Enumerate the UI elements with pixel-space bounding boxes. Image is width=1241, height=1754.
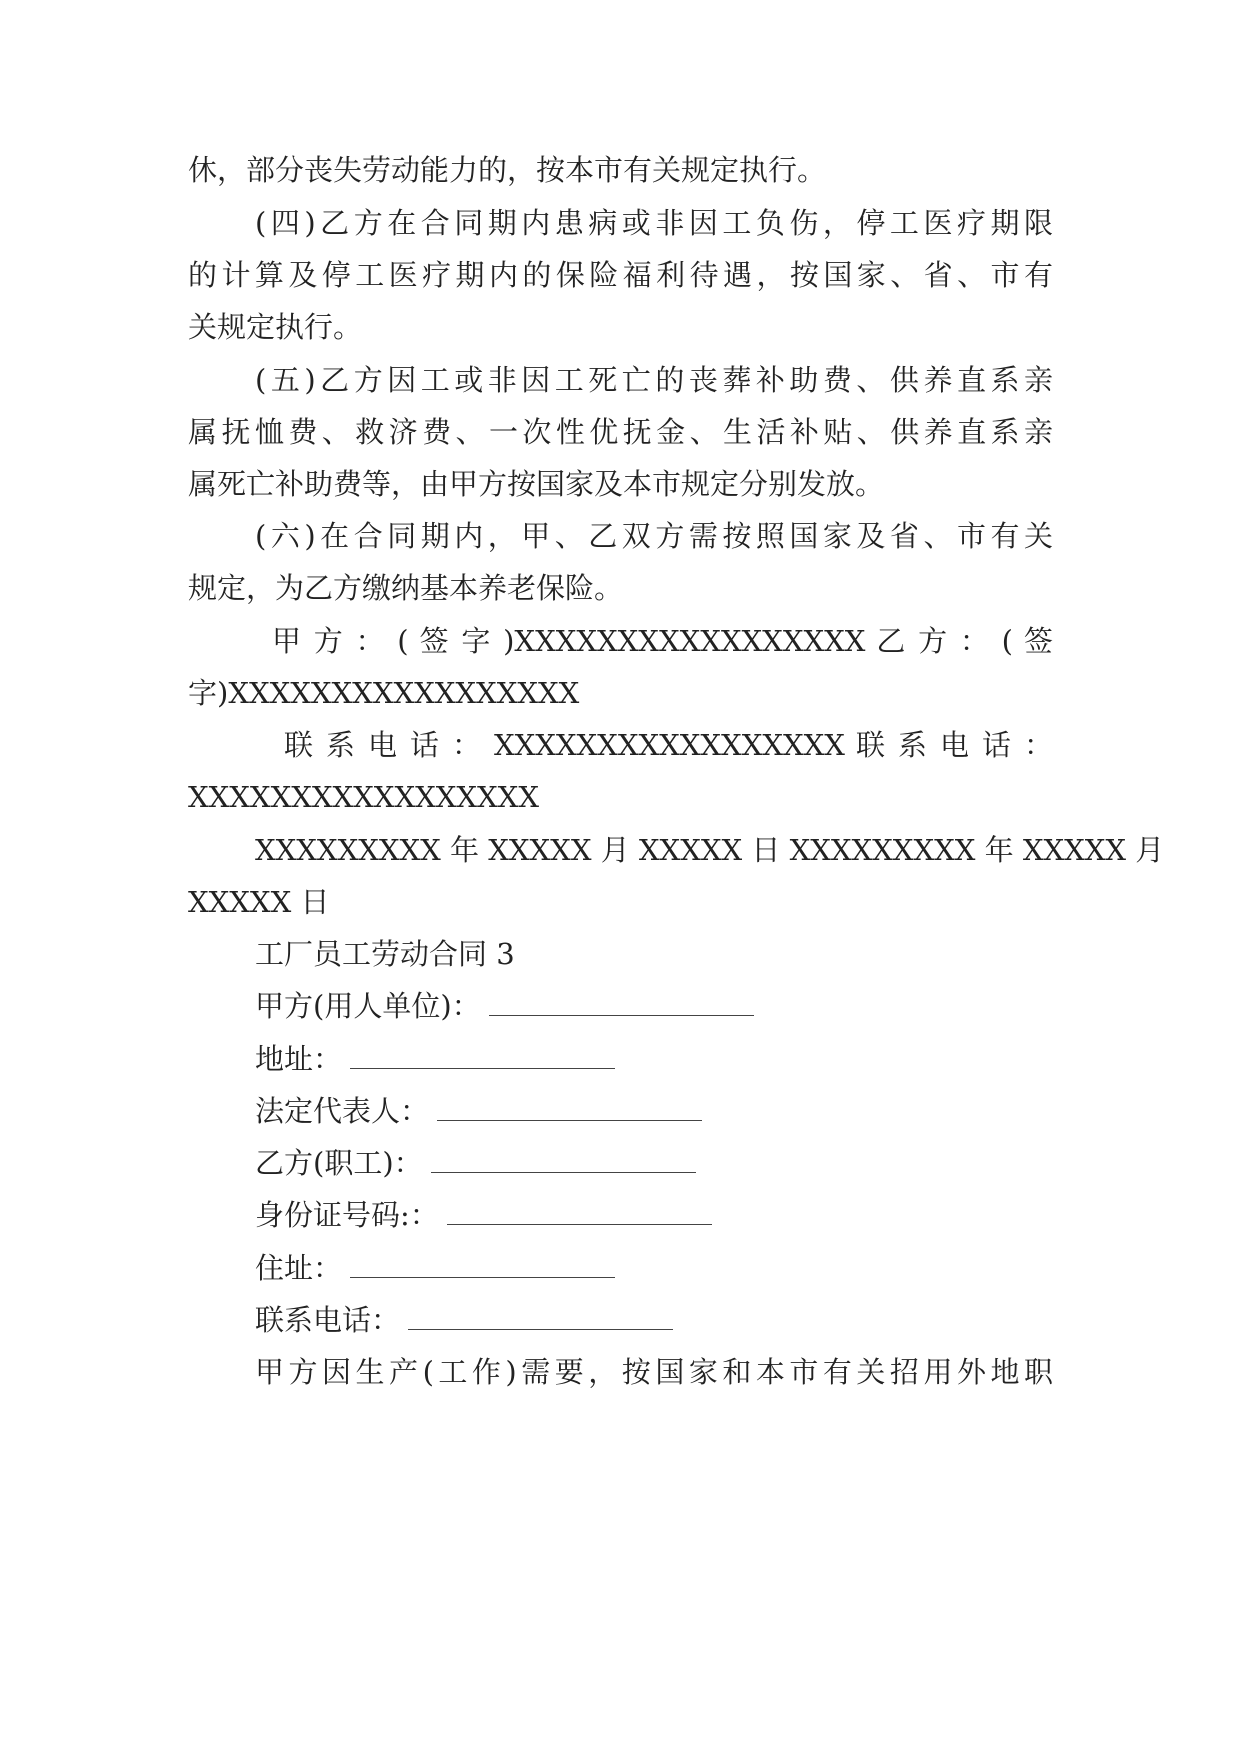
paragraph-line: (五)乙方因工或非因工死亡的丧葬补助费、供养直系亲 [255,363,1053,397]
contract-title: 工厂员工劳动合同 3 [255,937,515,971]
form-field-label: 身份证号码:： [255,1198,439,1232]
paragraph-line: (六)在合同期内，甲、乙双方需按照国家及省、市有关 [255,519,1053,553]
blank-underline [408,1301,673,1330]
phone-line: XXXXXXXXXXXXXXXXX [188,780,539,814]
paragraph-line: 属抚恤费、救济费、一次性优抚金、生活补贴、供养直系亲 [188,415,1053,449]
blank-underline [350,1249,615,1278]
paragraph-line: 甲方因生产(工作)需要，按国家和本市有关招用外地职 [255,1355,1053,1389]
phone-line: 联 系 电 话 ： XXXXXXXXXXXXXXXXX 联 系 电 话 ： [284,728,1053,762]
blank-underline [431,1144,696,1173]
date-line: XXXXXXXXX 年 XXXXX 月 XXXXX 日 XXXXXXXXX 年 XXXXX 月 [255,833,1165,867]
form-field-label: 联系电话： [255,1303,401,1337]
blank-underline [350,1040,615,1069]
form-field-label: 乙方(职工)： [255,1146,423,1180]
blank-underline [447,1196,712,1225]
blank-underline [489,987,754,1016]
form-field-address [255,1039,1053,1079]
paragraph-line: 属死亡补助费等，由甲方按国家及本市规定分别发放。 [188,467,885,501]
form-field-residence [255,1248,1053,1288]
form-field-phone [255,1300,1053,1340]
date-line: XXXXX 日 [188,885,330,919]
form-field-id-number [255,1195,1053,1235]
form-field-label: 甲方(用人单位)： [255,989,481,1023]
signature-line: 字)XXXXXXXXXXXXXXXXX [188,676,580,710]
form-field-label: 法定代表人： [255,1094,430,1128]
paragraph-line: 关规定执行。 [188,310,363,344]
paragraph-line: 休，部分丧失劳动能力的，按本市有关规定执行。 [188,153,827,187]
form-field-legal-rep [255,1091,1053,1131]
signature-line: 甲 方 ： ( 签 字 )XXXXXXXXXXXXXXXXX 乙 方 ： ( 签 [272,624,1053,658]
paragraph-line: 的计算及停工医疗期内的保险福利待遇，按国家、省、市有 [188,258,1053,292]
blank-underline [437,1092,702,1121]
paragraph-line: (四)乙方在合同期内患病或非因工负伤，停工医疗期限 [255,206,1053,240]
form-field-employer [255,986,1053,1026]
form-field-employee [255,1143,1053,1183]
form-field-label: 地址： [255,1042,343,1076]
paragraph-line: 规定，为乙方缴纳基本养老保险。 [188,571,624,605]
form-field-label: 住址： [255,1251,343,1285]
